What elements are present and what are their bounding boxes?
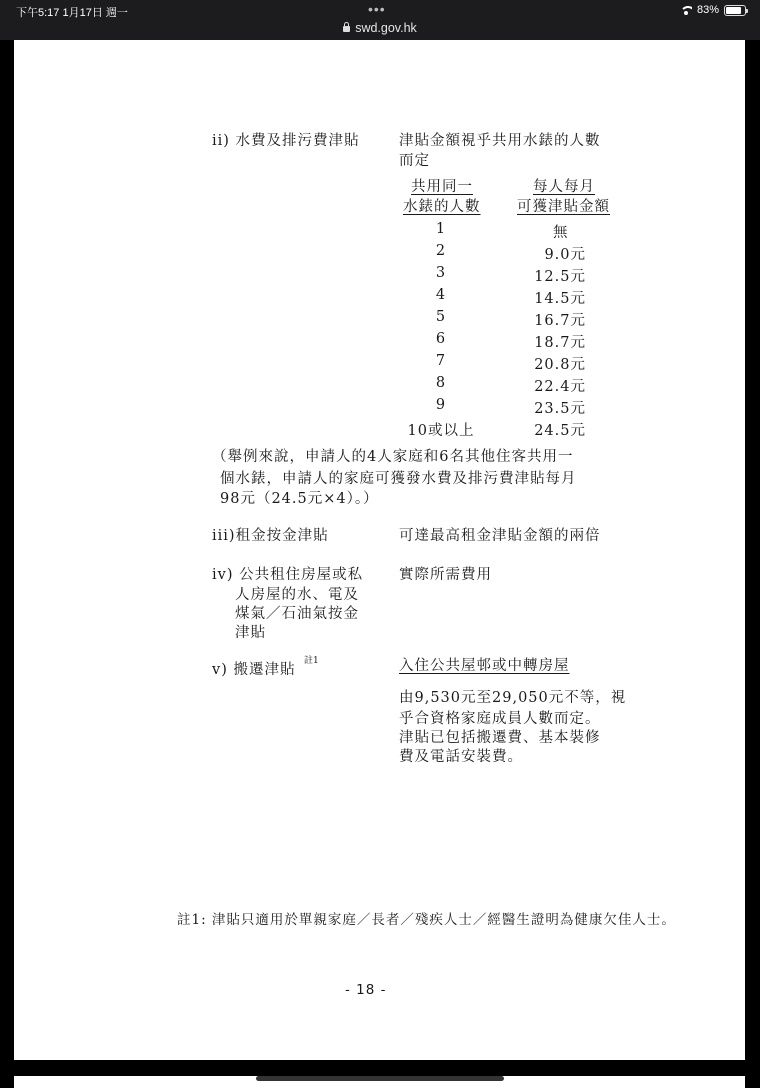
table-cell-amount: 無 — [553, 225, 569, 241]
table-cell-count: 6 — [435, 331, 447, 347]
item-ii-desc-line2: 而定 — [399, 153, 430, 169]
item-v-desc-line4: 費及電話安裝費。 — [399, 749, 523, 765]
table-cell-amount: 23.5元 — [534, 401, 586, 417]
document-page — [14, 40, 745, 1060]
table-header-col1-line1: 共用同一 — [411, 179, 473, 195]
wifi-icon — [680, 6, 692, 15]
table-cell-count: 1 — [435, 221, 447, 237]
battery-percent: 83% — [696, 4, 719, 16]
item-v-note-mark: 註1 — [304, 656, 319, 666]
table-cell-count: 2 — [435, 243, 447, 259]
table-header-col1-line2: 水錶的人數 — [403, 199, 481, 215]
page-number: - 18 - — [345, 982, 387, 998]
table-cell-count: 8 — [435, 375, 447, 391]
item-v-desc-line3: 津貼已包括搬遷費、基本裝修 — [399, 730, 601, 746]
table-cell-amount: 12.5元 — [534, 269, 586, 285]
status-time-date: 下午5:17 1月17日 週一 — [16, 7, 128, 19]
item-iv-label-line3: 煤氣／石油氣按金 — [235, 606, 359, 622]
item-v-heading: 入住公共屋邨或中轉房屋 — [399, 658, 570, 674]
status-indicators — [680, 4, 746, 16]
item-iii-label: iii)租金按金津貼 — [212, 528, 329, 544]
example-line3: 98元（24.5元×4）。） — [220, 491, 379, 507]
item-iii-desc: 可達最高租金津貼金額的兩倍 — [399, 528, 601, 544]
table-cell-count: 7 — [435, 353, 447, 369]
battery-fill — [726, 7, 741, 14]
table-cell-amount: 24.5元 — [534, 423, 586, 439]
table-cell-count: 4 — [435, 287, 447, 303]
item-iv-label-line2: 人房屋的水、電及 — [235, 587, 359, 603]
table-header-col2-line1: 每人每月 — [533, 179, 595, 195]
url-text: swd.gov.hk — [355, 21, 417, 35]
table-cell-amount: 14.5元 — [534, 291, 586, 307]
lock-icon — [343, 26, 350, 32]
item-ii-label: ii) 水費及排污費津貼 — [212, 133, 360, 149]
battery-icon — [724, 5, 746, 16]
home-indicator[interactable] — [256, 1076, 504, 1081]
table-cell-amount: 22.4元 — [534, 379, 586, 395]
item-iv-desc: 實際所需費用 — [399, 567, 492, 583]
table-cell-count: 5 — [435, 309, 447, 325]
item-iv-label-line4: 津貼 — [235, 625, 266, 641]
table-cell-amount: 9.0元 — [544, 247, 586, 263]
item-v-desc-line1: 由9,530元至29,050元不等，視 — [399, 690, 627, 706]
table-cell-amount: 20.8元 — [534, 357, 586, 373]
table-header-col2-line2: 可獲津貼金額 — [517, 199, 610, 215]
example-line2: 個水錶，申請人的家庭可獲發水費及排污費津貼每月 — [220, 471, 577, 487]
status-bar — [0, 0, 760, 40]
footnote: 註1: 津貼只適用於單親家庭／長者／殘疾人士／經醫生證明為健康欠佳人士。 — [177, 912, 676, 928]
table-cell-amount: 18.7元 — [534, 335, 586, 351]
table-cell-count: 9 — [435, 397, 447, 413]
item-iv-label-line1: iv) 公共租住房屋或私 — [212, 567, 364, 583]
table-cell-count: 3 — [435, 265, 447, 281]
table-cell-amount: 16.7元 — [534, 313, 586, 329]
item-v-desc-line2: 乎合資格家庭成員人數而定。 — [399, 711, 601, 727]
item-v-label: v) 搬遷津貼 — [212, 662, 296, 678]
item-ii-desc-line1: 津貼金額視乎共用水錶的人數 — [399, 133, 601, 149]
address-bar[interactable] — [0, 21, 760, 35]
more-dots-icon[interactable]: ••• — [368, 1, 386, 17]
table-cell-count: 10或以上 — [407, 423, 475, 439]
example-line1: （舉例來說，申請人的4人家庭和6名其他住客共用一 — [212, 449, 574, 465]
